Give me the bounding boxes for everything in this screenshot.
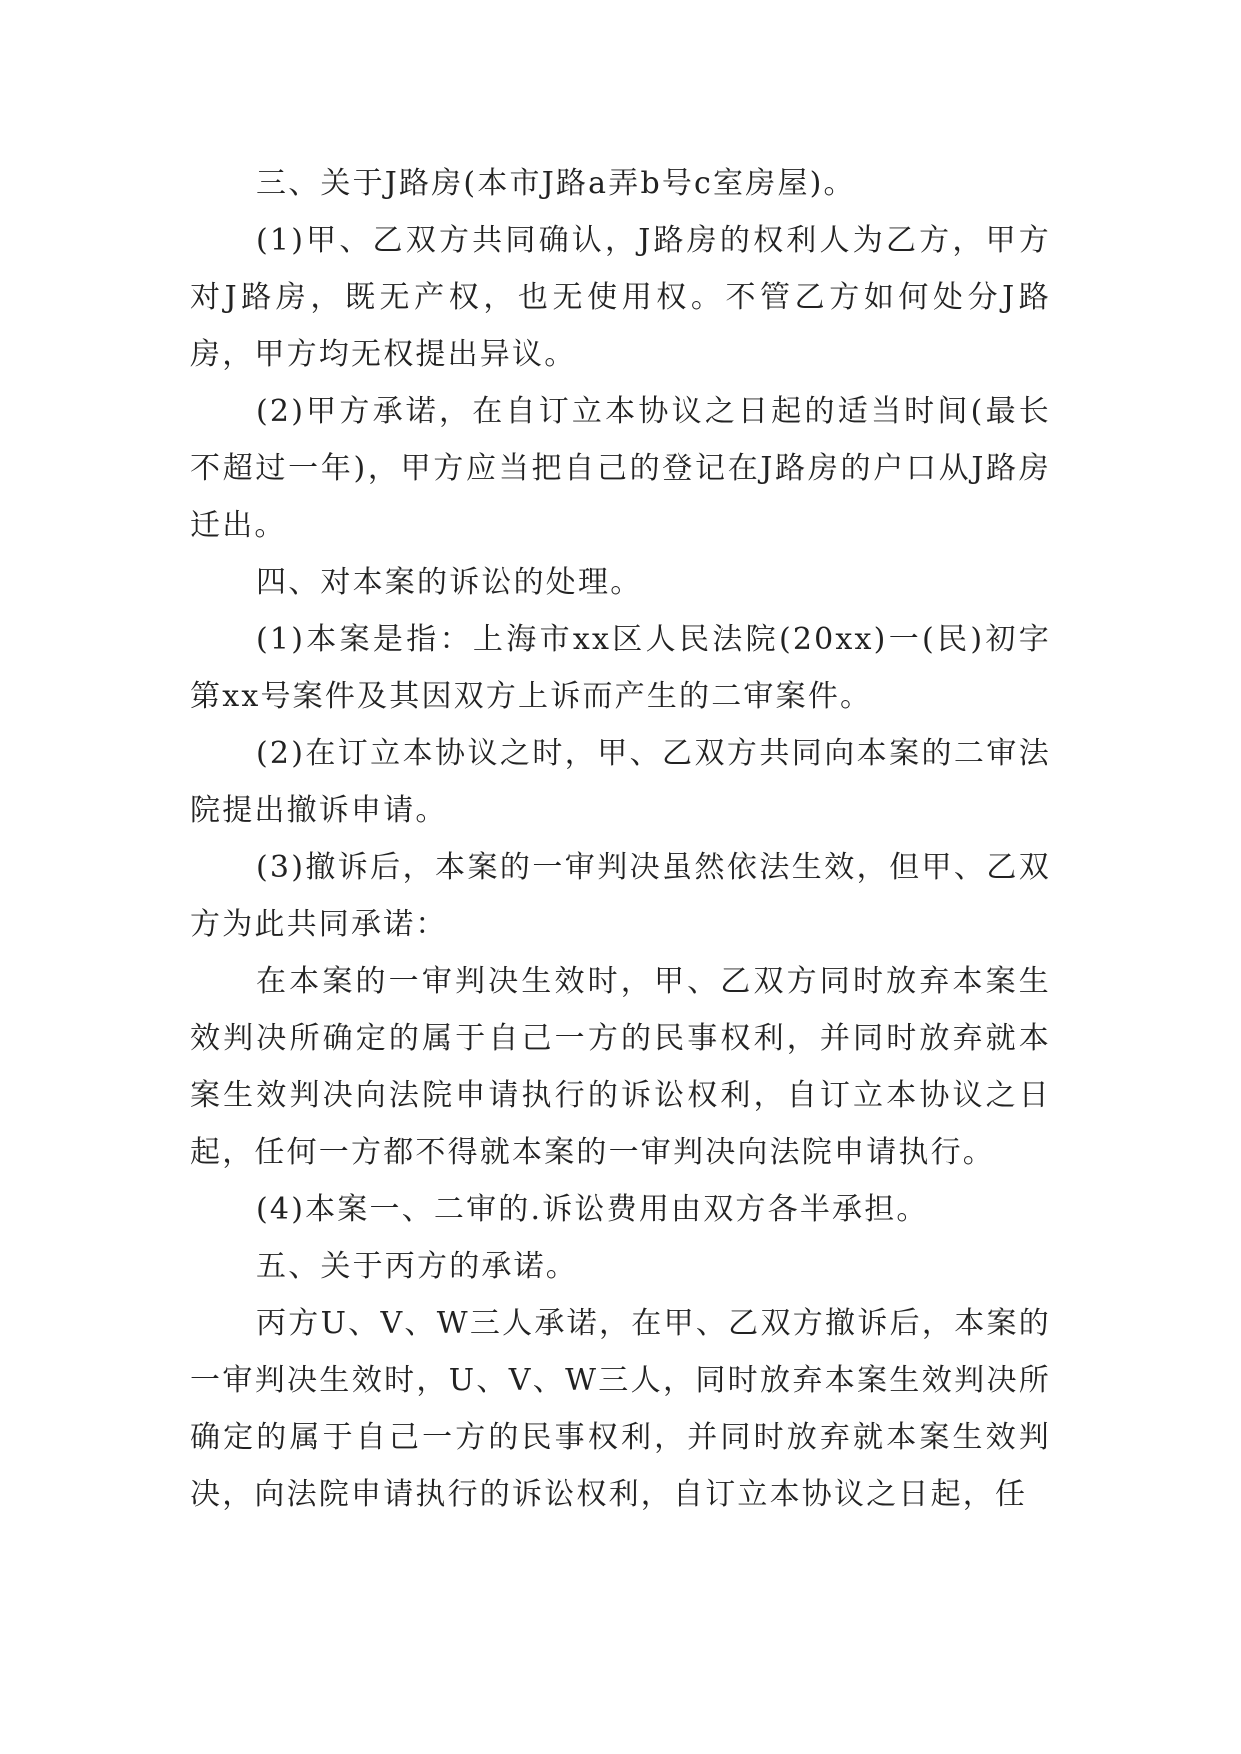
section-five-heading: 五、关于丙方的承诺。 (256, 1249, 578, 1284)
document-body (190, 155, 1051, 1523)
paragraph-four-4: (4)本案一、二审的.诉讼费用由双方各半承担。 (256, 1192, 929, 1227)
paragraph-four-3-detail: 在本案的一审判决生效时，甲、乙双方同时放弃本案生效判决所确定的属于自己一方的民事权利，并同时放弃就本案生效判决向法院申请执行的诉讼权利，自订立本协议之日起，任何一方都不得就本案的一审判决向法院申请执行。 (190, 964, 1051, 1170)
section-four-heading: 四、对本案的诉讼的处理。 (256, 565, 643, 600)
paragraph-three-2: (2)甲方承诺，在自订立本协议之日起的适当时间(最长不超过一年)，甲方应当把自己的登记在J路房的户口从J路房迁出。 (190, 394, 1051, 543)
section-three-heading: 三、关于J路房(本市J路a弄b号c室房屋)。 (256, 166, 856, 201)
paragraph-four-3: (3)撤诉后，本案的一审判决虽然依法生效，但甲、乙双方为此共同承诺： (190, 850, 1051, 942)
paragraph-five-1: 丙方U、V、W三人承诺，在甲、乙双方撤诉后，本案的一审判决生效时，U、V、W三人，同时放弃本案生效判决所确定的属于自己一方的民事权利，并同时放弃就本案生效判决，向法院申请执行的诉讼权利，自订立本协议之日起，任 (190, 1306, 1051, 1512)
paragraph-three-1: (1)甲、乙双方共同确认，J路房的权利人为乙方，甲方对J路房，既无产权，也无使用权。不管乙方如何处分J路房，甲方均无权提出异议。 (190, 223, 1051, 372)
paragraph-four-1: (1)本案是指：上海市xx区人民法院(20xx)一(民)初字第xx号案件及其因双方上诉而产生的二审案件。 (190, 622, 1051, 714)
paragraph-four-2: (2)在订立本协议之时，甲、乙双方共同向本案的二审法院提出撤诉申请。 (190, 736, 1051, 828)
